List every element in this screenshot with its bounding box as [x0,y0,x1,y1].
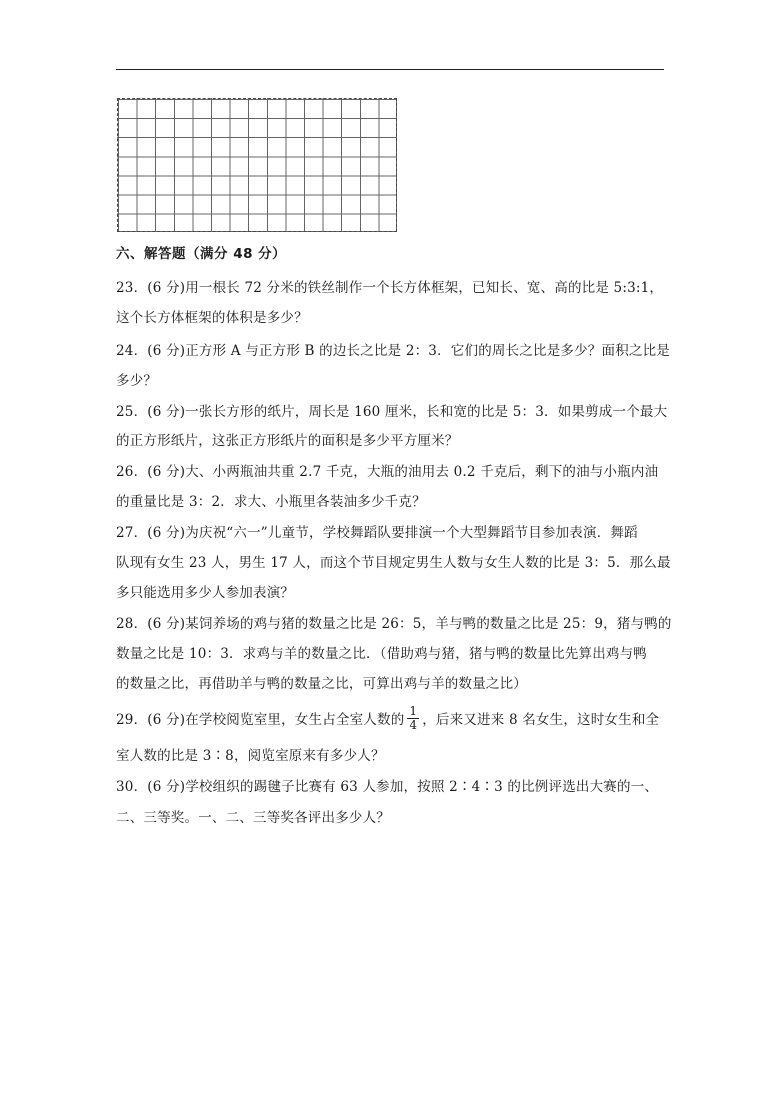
question-24-line-2: 多少？ [116,373,158,389]
question-30-line-1: 30．(6 分)学校组织的踢毽子比赛有 63 人参加，按照 2∶4∶3 的比例评选出大赛的一、 [116,779,659,795]
question-28-line-1: 28．(6 分)某饲养场的鸡与猪的数量之比是 26：5，羊与鸭的数量之比是 25：9，猪与鸭的 [116,616,672,632]
question-26-line-1: 26．(6 分)大、小两瓶油共重 2.7 千克，大瓶的油用去 0.2 千克后，剩下的油与小瓶内油 [116,464,659,480]
fraction-denominator: 4 [409,718,418,732]
question-28-line-3: 的数量之比，再借助羊与鸭的数量之比，可算出鸡与羊的数量之比） [116,676,527,692]
question-26-line-2: 的重量比是 3：2．求大、小瓶里各装油多少千克？ [116,494,426,510]
question-25-line-2: 的正方形纸片，这张正方形纸片的面积是多少平方厘米？ [116,433,459,449]
question-25-line-1: 25．(6 分)一张长方形的纸片，周长是 160 厘米，长和宽的比是 5：3．如果剪成一个最大 [116,404,668,420]
question-29-line-2: 室人数的比是 3∶8，阅览室原来有多少人？ [116,748,385,764]
question-28-line-2: 数量之比是 10：3．求鸡与羊的数量之比．（借助鸡与猪，猪与鸭的数量比先算出鸡与鸭 [116,646,648,662]
question-23-line-2: 这个长方体框架的体积是多少？ [116,310,308,326]
question-27-line-3: 多只能选用多少人参加表演？ [116,585,295,601]
fraction-numerator: 1 [409,704,418,718]
question-29-text-before: 29．(6 分)在学校阅览室里，女生占全室人数的 [116,712,405,728]
answer-grid [117,98,397,232]
section-title: 六、解答题（满分 48 分） [116,246,287,262]
header-rule [116,69,664,70]
question-27-line-2: 队现有女生 23 人，男生 17 人，而这个节目规定男生人数与女生人数的比是 3：5．那么最 [116,555,671,571]
fraction-one-quarter [407,705,419,732]
question-29-text-after: ，后来又进来 8 名女生，这时女生和全 [422,712,660,728]
question-27-line-1: 27．(6 分)为庆祝“六一”儿童节，学校舞蹈队要排演一个大型舞蹈节目参加表演．舞蹈 [116,525,638,541]
question-24-line-1: 24．(6 分)正方形 A 与正方形 B 的边长之比是 2：3．它们的周长之比是多少？面积之比是 [116,343,670,359]
question-29-line-1 [116,704,660,734]
question-30-line-2: 二、三等奖。一、二、三等奖各评出多少人？ [116,810,390,826]
question-23-line-1: 23．(6 分)用一根长 72 分米的铁丝制作一个长方体框架，已知长、宽、高的比是 5:3:1， [116,280,664,296]
